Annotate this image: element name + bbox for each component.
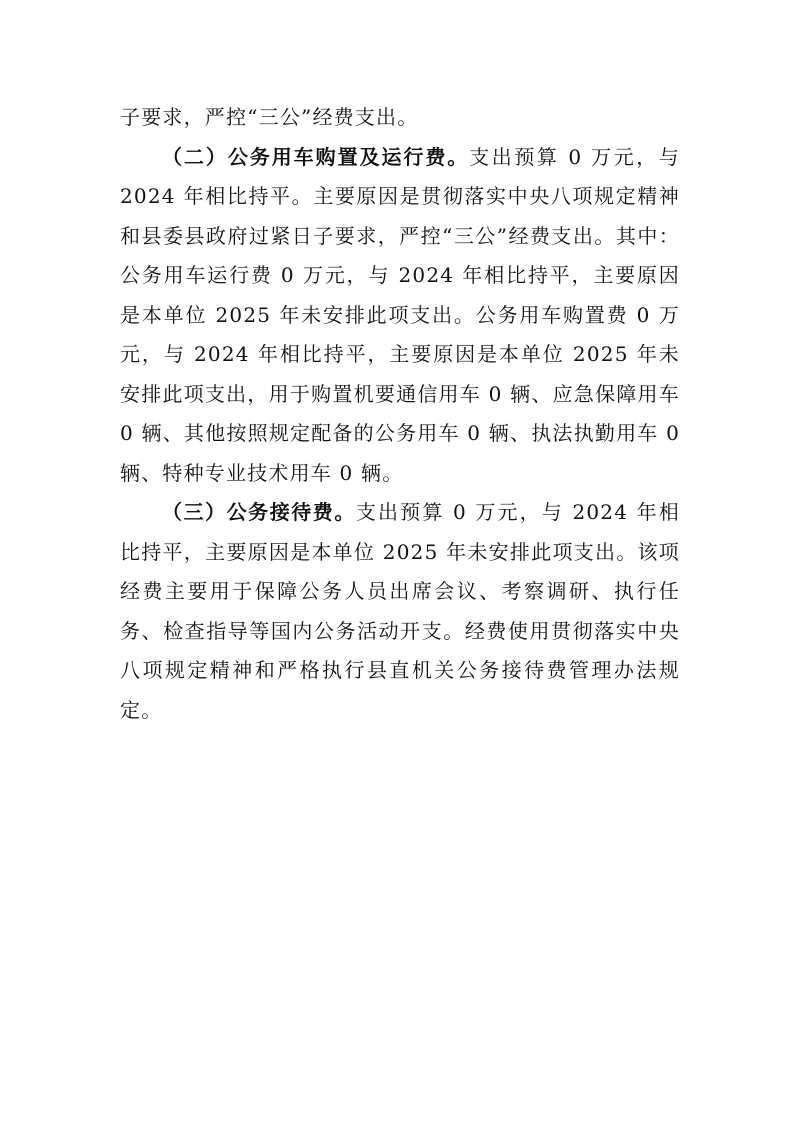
paragraph-vehicle-expenses: [120, 138, 680, 494]
document-page: [120, 98, 680, 730]
paragraph-text: 支出预算 0 万元，与 2024 年相比持平，主要原因是本单位 2025 年未安排此项支出。该项经费主要用于保障公务人员出席会议、考察调研、执行任务、检查指导等国内公务活动开支。经费使用贯彻落实中央八项规定精神和严格执行县直机关公务接待费管理办法规定。: [120, 500, 680, 722]
paragraph-text: 支出预算 0 万元，与 2024 年相比持平。主要原因是贯彻落实中央八项规定精神和县委县政府过紧日子要求，严控“三公”经费支出。其中：公务用车运行费 0 万元，与 2024 年相比持平，主要原因是本单位 2025 年未安排此项支出。公务用车购置费 0 万元，与 2024 年相比持平，主要原因是本单位 2025 年未安排此项支出，用于购置机要通信用车 0 辆、应急保障用车 0 辆、其他按照规定配备的公务用车 0 辆、执法执勤用车 0 辆、特种专业技术用车 0 辆。: [120, 144, 681, 485]
paragraph-heading: （三）公务接待费。: [162, 500, 356, 524]
paragraph-heading: （二）公务用车购置及运行费。: [162, 144, 470, 169]
paragraph-text: 子要求，严控“三公”经费支出。: [120, 105, 419, 129]
paragraph-continuation: [120, 98, 680, 138]
paragraph-reception-expenses: [120, 493, 680, 730]
